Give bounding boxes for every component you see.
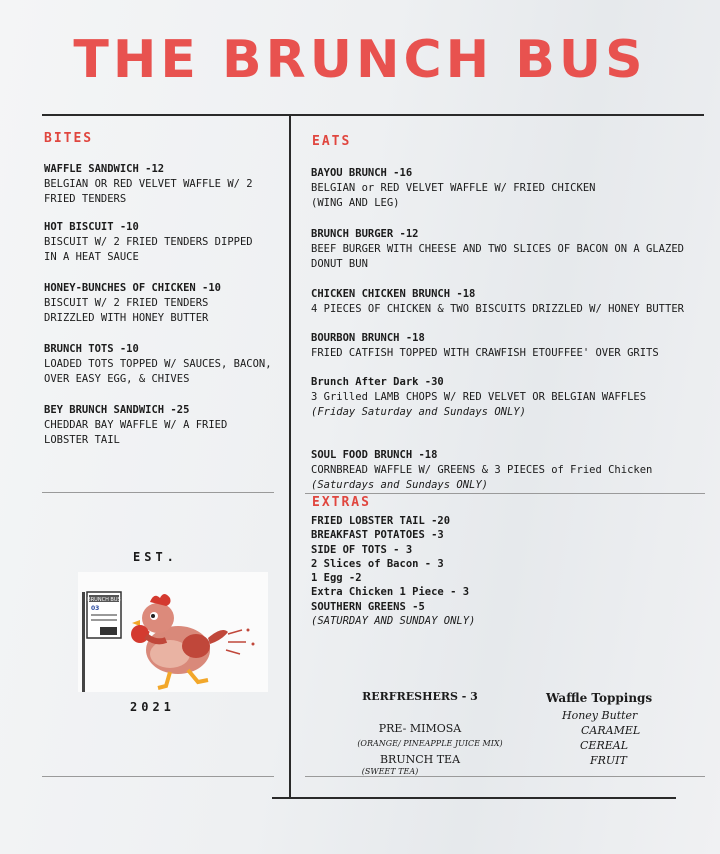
top-divider	[42, 114, 704, 116]
bites-item-name: HONEY-BUNCHES OF CHICKEN -10	[44, 282, 222, 294]
bites-heading: BITES	[44, 131, 94, 146]
extras-item: BREAKFAST POTATOES -3	[311, 529, 444, 542]
brunch-bus-logo	[78, 572, 268, 692]
extras-item: SIDE OF TOTS - 3	[311, 543, 413, 556]
est-year: 2021	[130, 700, 175, 714]
bites-divider	[42, 492, 274, 493]
eats-item-name: BAYOU BRUNCH -16	[311, 167, 413, 179]
extras-item: SOUTHERN GREENS -5	[311, 600, 425, 613]
extras-item: 1 Egg -2	[311, 572, 362, 585]
column-divider	[289, 114, 291, 798]
bites-item-name: HOT BISCUIT -10	[44, 221, 139, 233]
eats-item: Brunch After Dark -30 3 Grilled LAMB CHOPS W/ RED VELVET OR BELGIAN WAFFLES (Friday Saturday and Sundays ONLY)	[311, 376, 647, 418]
eats-divider	[305, 493, 705, 494]
eats-item-name: CHICKEN CHICKEN BRUNCH -18	[311, 288, 476, 300]
extras-note: (SATURDAY AND SUNDAY ONLY)	[311, 615, 476, 628]
topping-item: CARAMEL	[581, 724, 641, 737]
eats-item: BOURBON BRUNCH -18 FRIED CATFISH TOPPED WITH CRAWFISH ETOUFFEE' OVER GRITS	[311, 332, 659, 359]
eats-item: BRUNCH BURGER -12 BEEF BURGER WITH CHEESE AND TWO SLICES OF BACON ON A GLAZED DONUT BUN	[311, 228, 684, 270]
menu-title: THE BRUNCH BUS	[73, 30, 647, 90]
toppings-heading: Waffle Toppings	[546, 691, 653, 705]
refresher-note: (SWEET TEA)	[361, 767, 419, 776]
refreshers-divider	[305, 776, 705, 777]
bites-item: HONEY-BUNCHES OF CHICKEN -10 BISCUIT W/ 2 FRIED TENDERS DRIZZLED WITH HONEY BUTTER	[44, 282, 222, 324]
eats-item-name: BRUNCH BURGER -12	[311, 228, 419, 240]
extras-item: FRIED LOBSTER TAIL -20	[311, 515, 451, 527]
refresher-item: PRE- MIMOSA	[378, 722, 462, 735]
eats-item-name: SOUL FOOD BRUNCH -18	[311, 449, 438, 461]
extras-list	[311, 514, 475, 628]
extras-item: Extra Chicken 1 Piece - 3	[311, 586, 470, 599]
refresher-item: BRUNCH TEA	[379, 753, 461, 766]
bottom-divider	[272, 797, 676, 799]
bites-item-name: BEY BRUNCH SANDWICH -25	[44, 404, 190, 416]
bites-item: WAFFLE SANDWICH -12 BELGIAN OR RED VELVET WAFFLE W/ 2 FRIED TENDERS	[44, 163, 253, 205]
topping-item: FRUIT	[590, 754, 627, 767]
svg-text:03: 03	[91, 605, 100, 612]
eats-item: BAYOU BRUNCH -16 BELGIAN or RED VELVET WAFFLE W/ FRIED CHICKEN (WING AND LEG)	[311, 167, 596, 209]
est-label: EST.	[133, 550, 178, 564]
bites-item: HOT BISCUIT -10 BISCUIT W/ 2 FRIED TENDERS DIPPED IN A HEAT SAUCE	[44, 221, 253, 263]
refresher-note: (ORANGE/ PINEAPPLE JUICE MIX)	[357, 739, 503, 748]
eats-item: SOUL FOOD BRUNCH -18 CORNBREAD WAFFLE W/ GREENS & 3 PIECES of Fried Chicken (Saturdays and Sundays ONLY)	[311, 449, 653, 491]
bites-item-name: WAFFLE SANDWICH -12	[44, 163, 165, 175]
svg-text:BRUNCH BUS: BRUNCH BUS	[87, 597, 121, 603]
eats-item: CHICKEN CHICKEN BRUNCH -18 4 PIECES OF CHICKEN & TWO BISCUITS DRIZZLED W/ HONEY BUTTER	[311, 288, 684, 315]
topping-item: CEREAL	[580, 739, 629, 752]
bites-item-name: BRUNCH TOTS -10	[44, 343, 139, 355]
eats-heading: EATS	[312, 134, 352, 149]
topping-item: Honey Butter	[562, 709, 638, 722]
extras-heading: EXTRAS	[312, 495, 371, 510]
extras-item: 2 Slices of Bacon - 3	[311, 557, 444, 570]
eats-item-name: BOURBON BRUNCH -18	[311, 332, 425, 344]
bites-item: BEY BRUNCH SANDWICH -25 CHEDDAR BAY WAFFLE W/ A FRIED LOBSTER TAIL	[44, 404, 228, 446]
refreshers-heading: RERFRESHERS - 3	[362, 690, 478, 703]
bites-item: BRUNCH TOTS -10 LOADED TOTS TOPPED W/ SAUCES, BACON, OVER EASY EGG, & CHIVES	[44, 343, 272, 385]
left-bottom-divider	[42, 776, 274, 777]
chicken-mascot-icon	[78, 572, 268, 692]
eats-item-name: Brunch After Dark -30	[311, 376, 444, 388]
